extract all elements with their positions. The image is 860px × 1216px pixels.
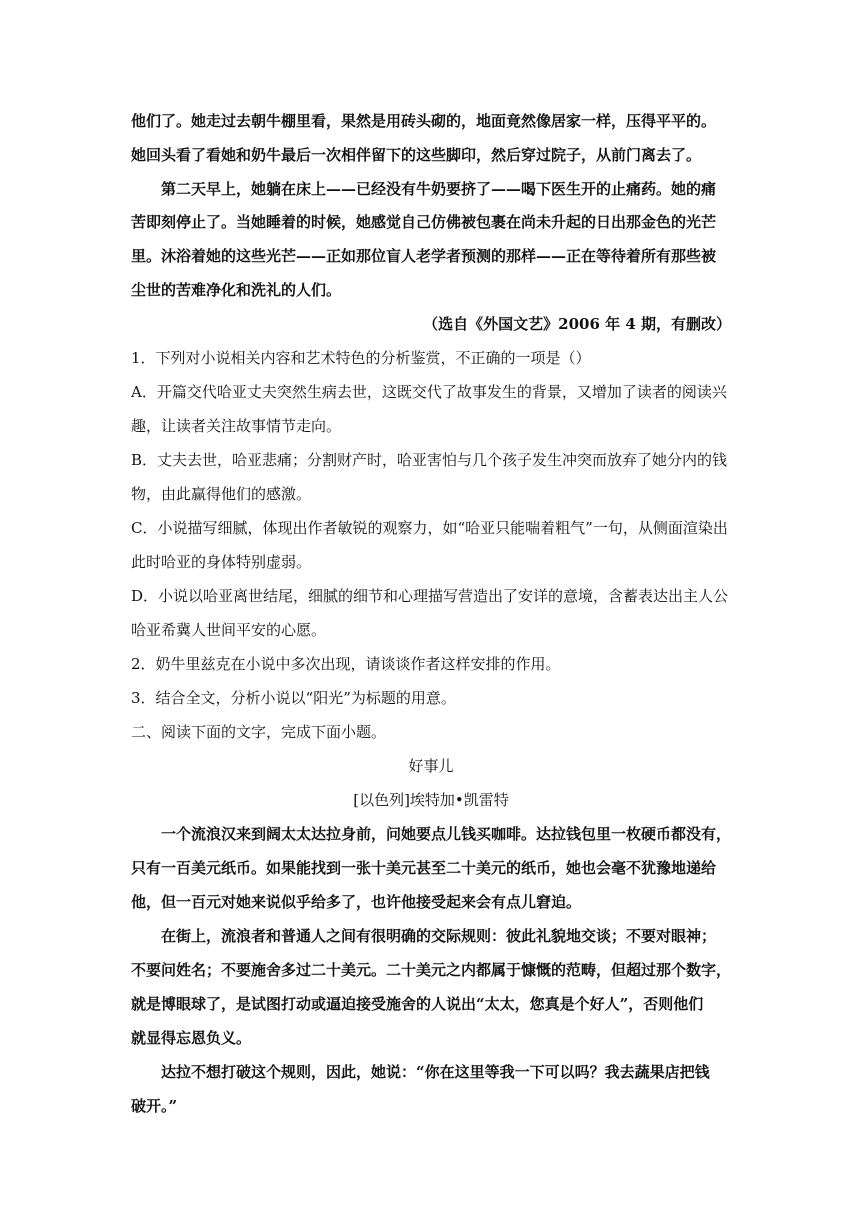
question-1-option-b-cont: 物，由此赢得他们的感激。	[131, 485, 312, 503]
story-line: 里。沐浴着她的这些光芒——正如那位盲人老学者预测的那样——正在等待着所有那些被	[131, 247, 717, 265]
article-line: 在街上，流浪者和普通人之间有很明确的交际规则：彼此礼貌地交谈；不要对眼神；	[131, 927, 717, 945]
article-line: 只有一百美元纸币。如果能找到一张十美元甚至二十美元的纸币，她也会毫不犹豫地递给	[131, 859, 717, 877]
article-line: 就是博眼球了，是试图打动或逼迫接受施舍的人说出“太太，您真是个好人”，否则他们	[131, 995, 704, 1013]
article-title: 好事儿	[408, 757, 454, 775]
story-line: 他们了。她走过去朝牛棚里看，果然是用砖头砌的，地面竟然像居家一样，压得平平的。	[131, 112, 717, 130]
question-1-option-d-cont: 哈亚希冀人世间平安的心愿。	[131, 621, 327, 639]
article-line: 达拉不想打破这个规则，因此，她说：“你在这里等我一下可以吗？我去蔬果店把钱	[131, 1063, 710, 1081]
section-two-heading: 二、阅读下面的文字，完成下面小题。	[131, 723, 387, 741]
story-line: 第二天早上，她躺在床上——已经没有牛奶要挤了——喝下医生开的止痛药。她的痛	[131, 180, 717, 198]
article-line: 一个流浪汉来到阔太太达拉身前，问她要点儿钱买咖啡。达拉钱包里一枚硬币都没有，	[131, 825, 731, 843]
story-line: 她回头看了看她和奶牛最后一次相伴留下的这些脚印，然后穿过院子，从前门离去了。	[131, 146, 702, 164]
article-line: 他，但一百元对她来说似乎给多了，也许他接受起来会有点儿窘迫。	[131, 893, 582, 911]
question-1-stem: 1．下列对小说相关内容和艺术特色的分析鉴赏，不正确的一项是（）	[131, 349, 591, 367]
question-2: 2．奶牛里兹克在小说中多次出现，请谈谈作者这样安排的作用。	[131, 655, 561, 673]
question-1-option-c: C．小说描写细腻，体现出作者敏锐的观察力，如“哈亚只能喘着粗气”一句，从侧面渲染出	[131, 519, 728, 537]
question-1-option-c-cont: 此时哈亚的身体特别虚弱。	[131, 553, 312, 571]
article-line: 不要问姓名；不要施舍多过二十美元。二十美元之内都属于慷慨的范畴，但超过那个数字，	[131, 961, 731, 979]
article-author: [以色列]埃特加•凯雷特	[353, 791, 509, 809]
article-line: 破开。”	[131, 1097, 178, 1115]
question-1-option-b: B．丈夫去世，哈亚悲痛；分割财产时，哈亚害怕与几个孩子发生冲突而放弃了她分内的钱	[131, 451, 728, 469]
story-line: 尘世的苦难净化和洗礼的人们。	[131, 281, 342, 299]
source-citation: （选自《外国文艺》2006 年 4 期，有删改）	[423, 315, 731, 333]
question-1-option-d: D．小说以哈亚离世结尾，细腻的细节和心理描写营造出了安详的意境，含蓄表达出主人公	[131, 587, 729, 605]
question-3: 3．结合全文，分析小说以“阳光”为标题的用意。	[131, 689, 456, 707]
question-1-option-a-cont: 趣，让读者关注故事情节走向。	[131, 417, 342, 435]
question-1-option-a: A．开篇交代哈亚丈夫突然生病去世，这既交代了故事发生的背景，又增加了读者的阅读兴	[131, 383, 727, 401]
story-line: 苦即刻停止了。当她睡着的时候，她感觉自己仿佛被包裹在尚未升起的日出那金色的光芒	[131, 213, 717, 231]
article-line: 就显得忘恩负义。	[131, 1029, 252, 1047]
